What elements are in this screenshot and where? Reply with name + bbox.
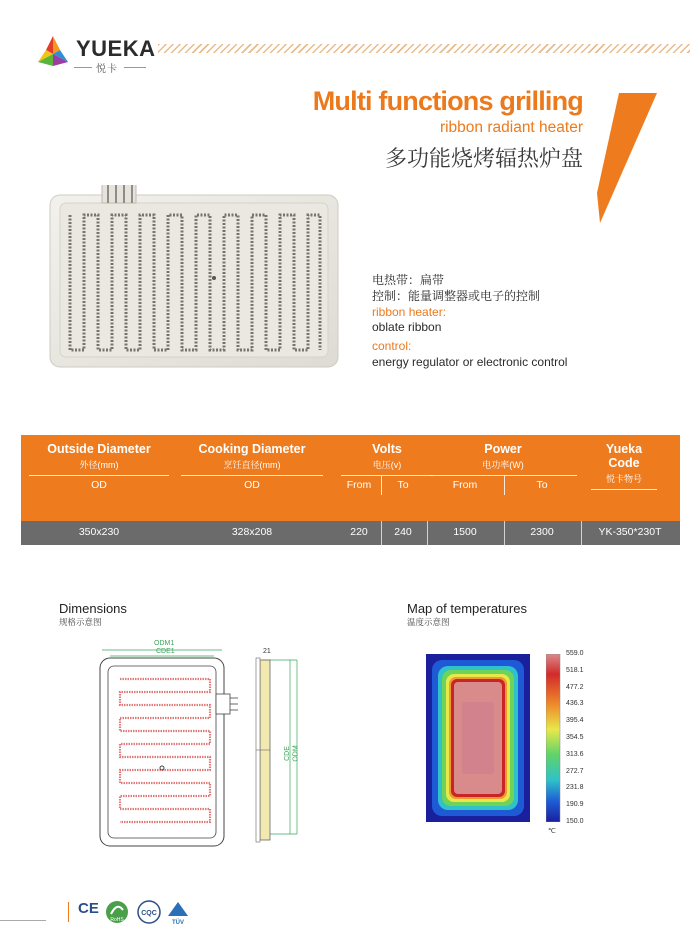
header-outside-diameter: Outside Diameter 外径(mm) bbox=[29, 442, 169, 476]
cell-power-from: 1500 bbox=[453, 526, 477, 538]
brand-divider-right bbox=[124, 67, 146, 68]
page-subtitle: ribbon radiant heater bbox=[439, 119, 583, 136]
temperature-scale-tick: 477.2 bbox=[566, 683, 584, 691]
brand-name-cn: 悦卡 bbox=[96, 64, 118, 75]
footer-divider bbox=[68, 902, 69, 922]
header-volts: Volts 电压(v) bbox=[341, 442, 433, 476]
temperature-scale-tick: 150.0 bbox=[566, 818, 584, 825]
rohs-mark-icon bbox=[104, 900, 130, 924]
tuv-mark-icon bbox=[166, 900, 190, 926]
table-row bbox=[21, 521, 680, 545]
svg-text:RoHS: RoHS bbox=[110, 917, 124, 923]
cell-volts-to: 240 bbox=[394, 526, 412, 538]
temperature-scale-tick: 395.4 bbox=[566, 717, 584, 725]
column-divider bbox=[381, 521, 382, 545]
dimensions-title-cn: 规格示意图 bbox=[59, 617, 102, 627]
header-power: Power 电功率(W) bbox=[429, 442, 577, 476]
header-yueka-code: Yueka Code 悦卡物号 bbox=[591, 442, 657, 490]
ribbon-heater-value: oblate ribbon bbox=[372, 320, 442, 334]
subheader-volts-to: To bbox=[397, 479, 409, 491]
subheader-od-outside: OD bbox=[91, 479, 107, 491]
temperature-scale-tick: 231.8 bbox=[566, 784, 584, 792]
cell-volts-from: 220 bbox=[350, 526, 368, 538]
column-divider bbox=[581, 521, 582, 545]
temperature-scale-tick: 272.7 bbox=[566, 767, 584, 775]
orange-wedge-decoration bbox=[597, 93, 657, 223]
spec-line-cn-1: 电热带：扁带 bbox=[372, 273, 445, 287]
temperature-unit: ℃ bbox=[548, 828, 556, 835]
cell-cooking-diameter: 328x208 bbox=[231, 526, 273, 538]
temperature-scale-tick: 518.1 bbox=[566, 666, 584, 674]
cell-yueka-code: YK-350*230T bbox=[598, 526, 662, 538]
temperature-heatmap bbox=[426, 654, 530, 822]
dimensions-drawing bbox=[92, 634, 322, 850]
cqc-mark-icon bbox=[136, 900, 162, 924]
subheader-od-cooking: OD bbox=[244, 479, 260, 491]
ce-mark-icon: CE bbox=[78, 900, 99, 917]
cell-power-to: 2300 bbox=[530, 526, 554, 538]
temperature-color-scale bbox=[546, 654, 562, 822]
temperature-map-title: Map of temperatures bbox=[407, 601, 527, 616]
page-title-cn: 多功能烧烤辐热炉盘 bbox=[384, 147, 583, 172]
temperature-scale-labels bbox=[566, 650, 606, 830]
temperature-scale-tick: 436.3 bbox=[566, 700, 584, 708]
temperature-map-title-cn: 温度示意图 bbox=[407, 617, 450, 627]
column-divider bbox=[504, 521, 505, 545]
table-header bbox=[21, 435, 680, 521]
spec-table bbox=[21, 435, 680, 545]
thickness-label: 21 bbox=[263, 648, 271, 655]
page-title: Multi functions grilling bbox=[312, 86, 583, 116]
cell-outside-diameter: 350x230 bbox=[78, 526, 120, 538]
product-photo bbox=[48, 185, 340, 370]
column-divider bbox=[381, 475, 382, 495]
header-cooking-diameter: Cooking Diameter 烹饪直径(mm) bbox=[181, 442, 323, 476]
svg-text:CQC: CQC bbox=[141, 910, 157, 917]
subheader-power-to: To bbox=[536, 479, 548, 491]
brand-name: YUEKA bbox=[76, 36, 156, 61]
column-divider bbox=[427, 521, 428, 545]
temperature-scale-tick: 313.6 bbox=[566, 750, 584, 758]
ribbon-heater-label: ribbon heater: bbox=[372, 305, 447, 319]
footer-rule bbox=[0, 920, 46, 921]
spec-line-cn-2: 控制：能量调整器或电子的控制 bbox=[372, 289, 541, 303]
odm1-label: ODM1 bbox=[154, 640, 175, 647]
brand-divider-left bbox=[74, 67, 92, 68]
temperature-scale-tick: 190.9 bbox=[566, 801, 584, 809]
cde1-label: CDE1 bbox=[156, 648, 175, 655]
subheader-volts-from: From bbox=[346, 479, 372, 491]
subheader-power-from: From bbox=[452, 479, 478, 491]
cde-label: CDE bbox=[283, 746, 291, 761]
odm-label: ODM bbox=[292, 745, 300, 762]
column-divider bbox=[504, 475, 505, 495]
temperature-scale-tick: 559.0 bbox=[566, 650, 584, 657]
yueka-logo-icon bbox=[36, 34, 70, 68]
control-value: energy regulator or electronic control bbox=[372, 355, 568, 369]
dimensions-title: Dimensions bbox=[59, 601, 127, 616]
control-label: control: bbox=[372, 339, 412, 353]
temperature-scale-tick: 354.5 bbox=[566, 734, 584, 741]
header-hatch-band bbox=[158, 44, 690, 53]
svg-text:TÜV: TÜV bbox=[172, 920, 184, 926]
